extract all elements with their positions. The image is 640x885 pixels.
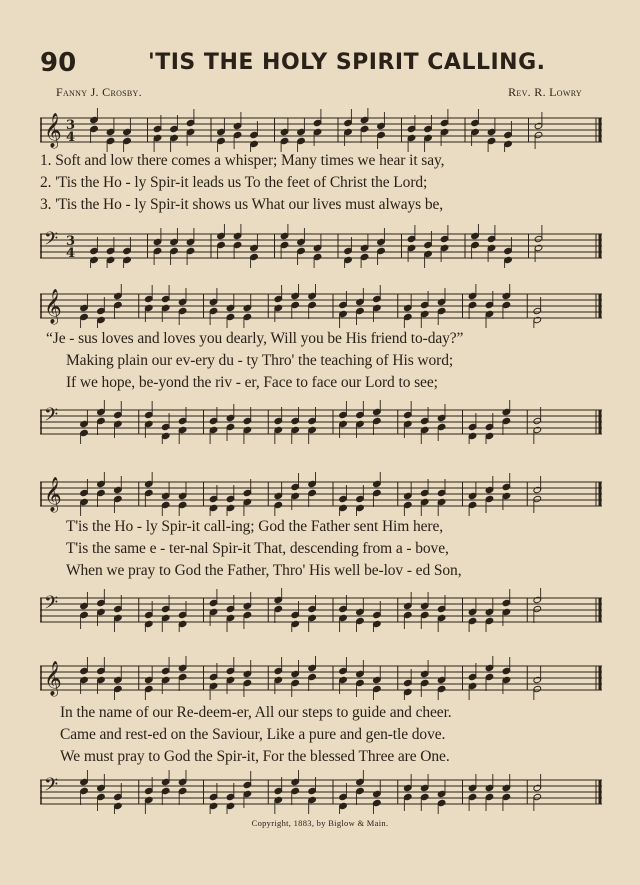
lyric-verse-1: T'is the Ho - ly Spir-it call-ing; God the Father sent Him here, [66, 518, 444, 535]
music-system-4 [40, 656, 602, 816]
treble-staff [40, 108, 602, 152]
lyric-verse-3: We must pray to God the Spir-it, For the blessed Three are One. [60, 748, 450, 765]
svg-text:4: 4 [66, 130, 76, 145]
lyricist-credit: Fanny J. Crosby. [56, 85, 142, 99]
svg-text:3: 3 [66, 234, 76, 249]
lyric-verse-1: 1. Soft and low there comes a whisper; Many times we hear it say, [40, 152, 445, 169]
music-system-2 [40, 284, 602, 444]
bass-staff [40, 588, 602, 632]
lyric-verse-3: When we pray to God the Father, Thro' His well be-lov - ed Son, [66, 562, 462, 579]
music-system-3 [40, 472, 602, 632]
page-header [40, 44, 600, 84]
copyright-notice: Copyright, 1883, by Biglow & Main. [251, 818, 389, 828]
treble-staff [40, 284, 602, 328]
lyric-verse-1: “Je - sus loves and loves you dearly, Will you be His friend to-day?” [46, 330, 464, 347]
svg-text:𝄞: 𝄞 [44, 661, 62, 696]
bass-staff [40, 770, 602, 814]
lyric-verse-3: If we hope, be-yond the riv - er, Face to face our Lord to see; [66, 374, 438, 391]
music-system-1 [40, 108, 602, 268]
svg-text:𝄞: 𝄞 [44, 113, 62, 148]
bass-staff [40, 224, 602, 268]
treble-staff [40, 472, 602, 516]
svg-text:𝄢: 𝄢 [44, 229, 59, 254]
lyric-verse-3: 3. 'Tis the Ho - ly Spir-it shows us What our lives must always be, [40, 196, 444, 213]
hymn-title: 'TIS THE HOLY SPIRIT CALLING. [148, 50, 546, 75]
lyric-verse-1: In the name of our Re-deem-er, All our steps to guide and cheer. [60, 704, 452, 721]
lyric-verse-2: T'is the same e - ter-nal Spir-it That, descending from a - bove, [66, 540, 449, 557]
svg-text:𝄞: 𝄞 [44, 477, 62, 512]
svg-text:4: 4 [66, 246, 76, 261]
lyric-verse-2: Making plain our ev-ery du - ty Thro' the teaching of His word; [66, 352, 454, 369]
svg-text:𝄢: 𝄢 [44, 405, 59, 430]
page-number: 90 [40, 48, 77, 78]
treble-staff [40, 656, 602, 700]
svg-text:𝄢: 𝄢 [44, 775, 59, 800]
svg-text:𝄞: 𝄞 [44, 289, 62, 324]
svg-text:3: 3 [66, 118, 76, 133]
lyric-verse-2: 2. 'Tis the Ho - ly Spir-it leads us To the feet of Christ the Lord; [40, 174, 428, 191]
svg-text:𝄢: 𝄢 [44, 593, 59, 618]
composer-credit: Rev. R. Lowry [508, 85, 582, 99]
lyric-verse-2: Came and rest-ed on the Saviour, Like a pure and gen-tle dove. [60, 726, 446, 743]
bass-staff [40, 400, 602, 444]
